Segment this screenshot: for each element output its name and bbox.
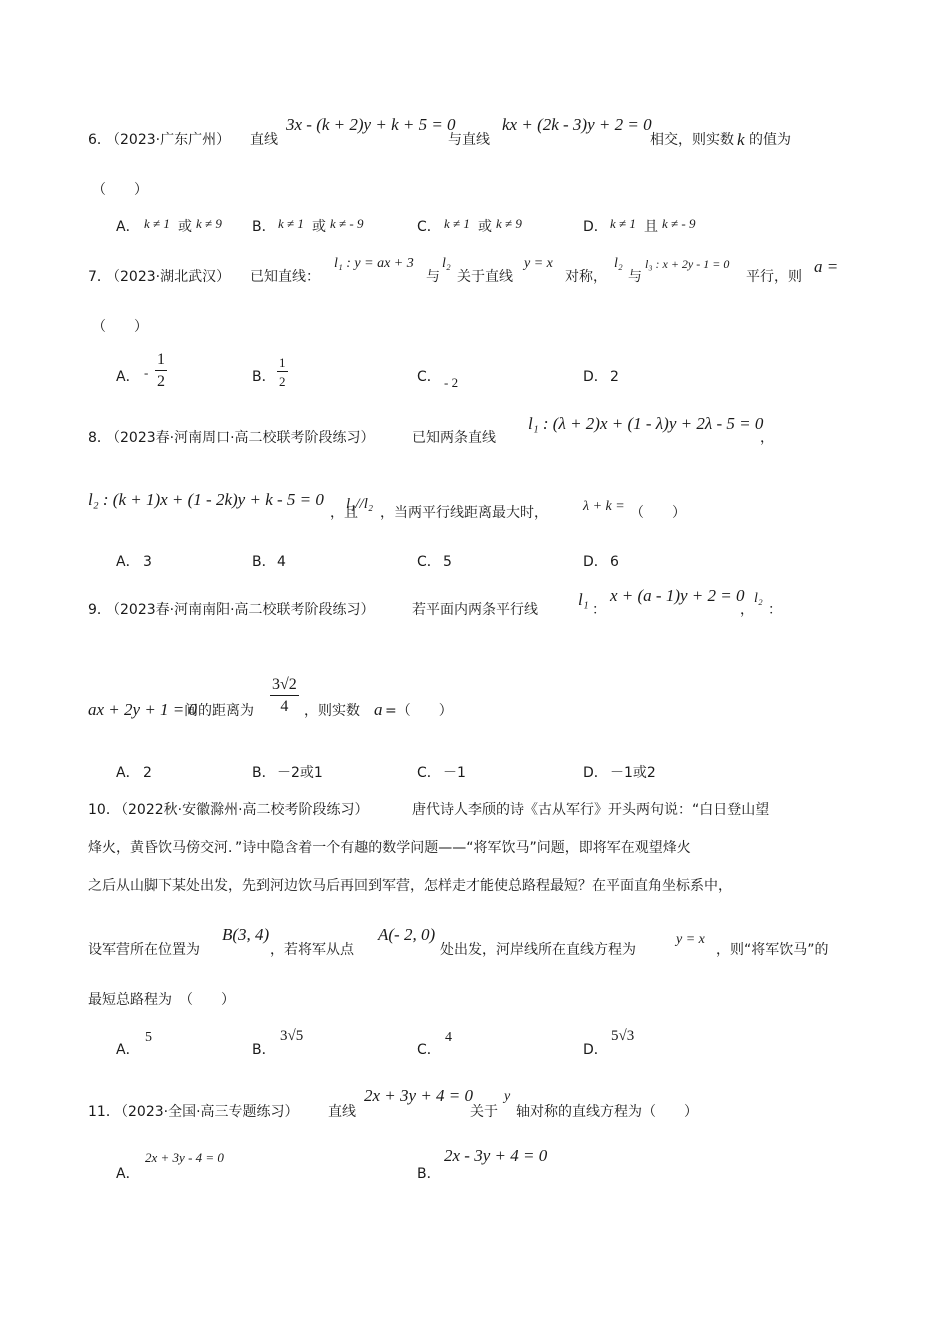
option-value: 5√3	[611, 1028, 635, 1044]
option-math: k ≠ - 9	[662, 216, 696, 231]
option-math: k ≠ 1	[610, 216, 636, 231]
question-text: 与	[426, 269, 440, 285]
option-value: 2x + 3y - 4 = 0	[145, 1150, 224, 1165]
question-text: 的值为	[749, 132, 791, 148]
option-conj: 或	[178, 219, 192, 235]
option-math: k ≠ 9	[196, 216, 222, 231]
fraction	[155, 352, 167, 390]
question-number: 8．	[88, 430, 111, 446]
equation: 3x - (k + 2)y + k + 5 = 0	[286, 115, 456, 134]
question-text: ，则实数	[304, 703, 360, 719]
question-text: 之后从山脚下某处出发，先到河边饮马后再回到军营，怎样走才能使总路程最短？在平面直角坐标系中，	[88, 878, 732, 894]
option-label: A．	[116, 1166, 140, 1182]
question-text: 相交，则实数	[650, 132, 734, 148]
question-text: 间的距离为	[184, 703, 254, 719]
line-l2: l₂	[442, 256, 451, 271]
option-math: k ≠ - 9	[330, 216, 364, 231]
option-label: D．	[583, 219, 608, 235]
point-a: A(- 2, 0)	[378, 925, 436, 944]
option-label: B．	[417, 1166, 441, 1182]
question-text: 设军营所在位置为	[88, 942, 200, 958]
option-label: D．	[583, 554, 608, 570]
question-text: 处出发，河岸线所在直线方程为	[440, 942, 636, 958]
question-text: ，若将军从点	[270, 942, 354, 958]
question-text: 与直线	[448, 132, 490, 148]
option-math: k ≠ 1	[144, 216, 170, 231]
question-source: （2023·湖北武汉）	[106, 269, 231, 285]
parallel-condition: l₁//l₂	[346, 496, 374, 512]
question-text: 最短总路程为 （ ）	[88, 992, 235, 1008]
option-value: 3√5	[280, 1028, 304, 1044]
question-text: 与	[628, 269, 642, 285]
question-text: 直线	[328, 1104, 356, 1120]
question-text: 轴对称的直线方程为（ ）	[516, 1104, 698, 1120]
option-math: k ≠ 9	[496, 216, 522, 231]
distance-fraction	[270, 677, 299, 715]
option-label: A．	[116, 554, 140, 570]
line-l1: l₁	[578, 590, 589, 609]
option-label: C．	[417, 369, 441, 385]
option-value: 2x - 3y + 4 = 0	[444, 1146, 548, 1165]
option-label: D．	[583, 369, 608, 385]
option-label: B．	[252, 369, 276, 385]
question-text: 关于直线	[457, 269, 513, 285]
variable: a =	[814, 257, 839, 276]
question-number: 6．	[88, 132, 111, 148]
option-label: C．	[417, 219, 441, 235]
option-conj: 或	[312, 219, 326, 235]
fraction-numerator: 1	[155, 352, 167, 371]
option-value: －1	[443, 765, 466, 781]
option-value: 5	[145, 1030, 152, 1045]
option-math: k ≠ 1	[444, 216, 470, 231]
equation: x + (a - 1)y + 2 = 0	[610, 586, 745, 605]
fraction-numerator: 3√2	[270, 677, 299, 696]
option-label: A．	[116, 219, 140, 235]
answer-parentheses: （ ）	[630, 505, 686, 521]
variable: k	[737, 130, 745, 149]
question-text: ，则“将军饮马”的	[716, 942, 829, 958]
symmetry-line: y = x	[524, 256, 553, 271]
question-text: =（ ）	[385, 703, 453, 719]
option-value: －1或2	[610, 765, 656, 781]
question-text: 对称，	[565, 269, 607, 285]
axis-variable: y	[504, 1089, 511, 1104]
option-value: 3	[143, 554, 152, 570]
question-number: 9．	[88, 602, 111, 618]
point-b: B(3, 4)	[222, 925, 270, 944]
option-value: 6	[610, 554, 619, 570]
option-value: 5	[443, 554, 452, 570]
question-source: （2022秋·安徽滁州·高二校考阶段练习）	[114, 802, 369, 818]
option-value: 2	[610, 369, 619, 385]
line-l3: l₃ : x + 2y - 1 = 0	[645, 257, 730, 271]
question-text: 若平面内两条平行线	[412, 602, 538, 618]
question-text: ，当两平行线距离最大时，	[380, 505, 548, 521]
question-number: 11．	[88, 1104, 120, 1120]
option-math: k ≠ 1	[278, 216, 304, 231]
question-source: （2023春·河南南阳·高二校联考阶段练习）	[106, 602, 375, 618]
option-label: C．	[417, 1042, 441, 1058]
option-label: D．	[583, 765, 608, 781]
option-label: B．	[252, 554, 276, 570]
option-label: B．	[252, 219, 276, 235]
question-text: 烽火，黄昏饮马傍交河．”诗中隐含着一个有趣的数学问题——“将军饮马”问题，即将军在观望烽火	[88, 840, 691, 856]
option-label: A．	[116, 1042, 140, 1058]
river-line: y = x	[676, 932, 705, 947]
option-label: B．	[252, 1042, 276, 1058]
question-text: 已知两条直线	[412, 430, 496, 446]
option-value: 4	[277, 554, 286, 570]
question-text: 唐代诗人李颀的诗《古从军行》开头两句说：“白日登山望	[412, 802, 770, 818]
question-source: （2023·广东广州）	[106, 132, 231, 148]
punctuation: ：	[592, 602, 606, 618]
question-source: （2023春·河南周口·高二校联考阶段练习）	[106, 430, 375, 446]
equation: 2x + 3y + 4 = 0	[364, 1086, 474, 1105]
line-l2: l₂ : (k + 1)x + (1 - 2k)y + k - 5 = 0	[88, 490, 324, 509]
punctuation: ，	[740, 602, 754, 618]
question-source: （2023·全国·高三专题练习）	[114, 1104, 299, 1120]
question-text: 关于	[470, 1104, 498, 1120]
fraction	[277, 356, 288, 388]
option-conj: 或	[478, 219, 492, 235]
option-value: 4	[445, 1030, 452, 1045]
fraction-denominator: 2	[279, 374, 286, 389]
option-conj: 且	[644, 219, 658, 235]
answer-parentheses: （ ）	[92, 319, 148, 335]
equation: ax + 2y + 1 = 0	[88, 700, 198, 719]
line-l1: l₁ : y = ax + 3	[334, 256, 414, 271]
question-text: 已知直线：	[250, 269, 320, 285]
punctuation: ：	[768, 602, 782, 618]
fraction-denominator: 2	[157, 373, 165, 390]
question-text: 平行，则	[746, 269, 802, 285]
option-label: A．	[116, 765, 140, 781]
option-value: 2	[143, 765, 152, 781]
equation: kx + (2k - 3)y + 2 = 0	[502, 115, 652, 134]
option-label: A．	[116, 369, 140, 385]
fraction-denominator: 4	[280, 698, 289, 715]
line-l2: l₂	[614, 256, 623, 271]
line-l2: l₂	[754, 591, 763, 606]
question-number: 10．	[88, 802, 120, 818]
question-text: ，且	[330, 505, 358, 521]
question-text: 直线	[250, 132, 278, 148]
option-label: C．	[417, 765, 441, 781]
option-value: －2或1	[277, 765, 323, 781]
option-label: B．	[252, 765, 276, 781]
punctuation: ，	[760, 430, 774, 446]
variable: a	[374, 700, 383, 719]
answer-parentheses: （ ）	[92, 182, 148, 198]
question-number: 7．	[88, 269, 111, 285]
option-sign: -	[144, 365, 149, 380]
option-value: - 2	[444, 375, 459, 390]
line-l1: l₁ : (λ + 2)x + (1 - λ)y + 2λ - 5 = 0	[528, 414, 764, 433]
fraction-numerator: 1	[279, 355, 286, 370]
option-label: D．	[583, 1042, 608, 1058]
option-label: C．	[417, 554, 441, 570]
expression: λ + k =	[583, 499, 625, 514]
